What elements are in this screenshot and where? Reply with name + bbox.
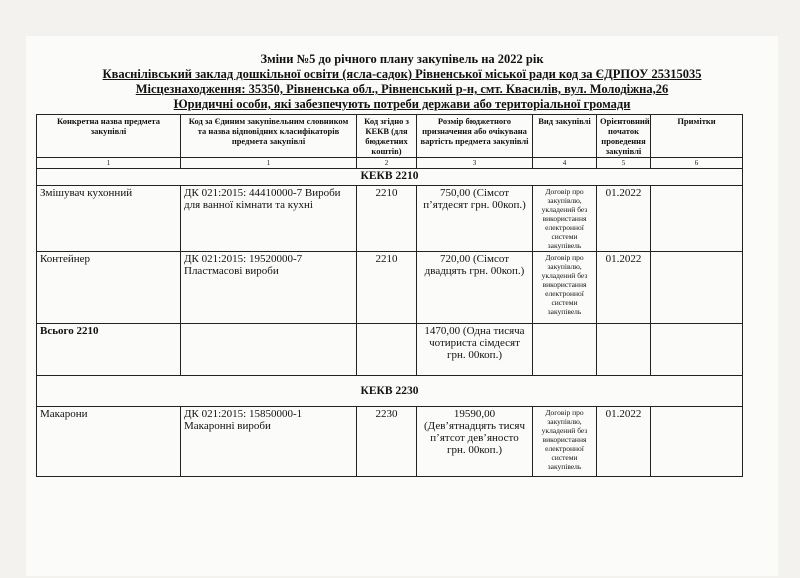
column-number: 1 — [181, 158, 357, 169]
total-label: Всього 2210 — [37, 324, 181, 376]
empty-cell — [597, 324, 651, 376]
legal-entities-line: Юридичні особи, які забезпечують потреби держави або територіальної громади — [173, 97, 631, 111]
table-row — [37, 252, 743, 324]
col-header-code: Код за Єдиним закупівельним словником та назва відповідних класифікаторів предмета закупівлі — [181, 115, 357, 158]
item-code: ДК 021:2015: 19520000-7 Пластмасові вироби — [181, 252, 357, 324]
procurement-table — [36, 114, 743, 477]
column-number: 3 — [417, 158, 533, 169]
kekv-2230-heading: КЕКВ 2230 — [37, 376, 743, 407]
col-header-name: Конкретна назва предмета закупівлі — [37, 115, 181, 158]
item-name: Змішувач кухонний — [37, 186, 181, 252]
item-kekv: 2230 — [357, 407, 417, 477]
column-number: 5 — [597, 158, 651, 169]
column-number: 1 — [37, 158, 181, 169]
column-number: 4 — [533, 158, 597, 169]
empty-cell — [651, 324, 743, 376]
item-kekv: 2210 — [357, 252, 417, 324]
item-procurement-type: Договір про закупівлю, укладений без використання електронної системи закупівель — [533, 186, 597, 252]
item-notes — [651, 186, 743, 252]
item-code: ДК 021:2015: 15850000-1 Макаронні вироби — [181, 407, 357, 477]
item-notes — [651, 252, 743, 324]
table-header-row — [37, 115, 743, 158]
column-number-row — [37, 158, 743, 169]
item-amount: 750,00 (Сімсот п’ятдесят грн. 00коп.) — [417, 186, 533, 252]
table-row — [37, 186, 743, 252]
col-header-start: Орієнтовний початок проведення закупівлі — [597, 115, 651, 158]
address-line: Місцезнаходження: 35350, Рівненська обл., Рівненський р-н, смт. Квасилів, вул. Молодіжна,26 — [135, 82, 669, 96]
item-name: Контейнер — [37, 252, 181, 324]
total-amount: 1470,00 (Одна тисяча чотириста сімдесят грн. 00коп.) — [417, 324, 533, 376]
item-amount: 720,00 (Сімсот двадцять грн. 00коп.) — [417, 252, 533, 324]
item-kekv: 2210 — [357, 186, 417, 252]
empty-cell — [181, 324, 357, 376]
item-procurement-type: Договір про закупівлю, укладений без використання електронної системи закупівель — [533, 407, 597, 477]
col-header-kekv: Код згідно з КЕКВ (для бюджетних коштів) — [357, 115, 417, 158]
item-start-date: 01.2022 — [597, 407, 651, 477]
item-code: ДК 021:2015: 44410000-7 Вироби для ванної кімнати та кухні — [181, 186, 357, 252]
institution-line: Кваснілівський заклад дошкільної освіти (ясла-садок) Рівненської міської ради код за ЄДРПОУ 25315035 — [102, 67, 702, 81]
column-number: 6 — [651, 158, 743, 169]
item-name: Макарони — [37, 407, 181, 477]
item-start-date: 01.2022 — [597, 252, 651, 324]
item-start-date: 01.2022 — [597, 186, 651, 252]
item-procurement-type: Договір про закупівлю, укладений без використання електронної системи закупівель — [533, 252, 597, 324]
total-row — [37, 324, 743, 376]
item-notes — [651, 407, 743, 477]
empty-cell — [357, 324, 417, 376]
item-amount: 19590,00 (Дев’ятнадцять тисяч п’ятсот дев’яносто грн. 00коп.) — [417, 407, 533, 477]
kekv-2210-heading: КЕКВ 2210 — [37, 169, 743, 186]
col-header-amount: Розмір бюджетного призначення або очікувана вартість предмета закупівлі — [417, 115, 533, 158]
col-header-notes: Примітки — [651, 115, 743, 158]
empty-cell — [533, 324, 597, 376]
doc-title: Зміни №5 до річного плану закупівель на 2022 рік — [260, 52, 544, 66]
column-number: 2 — [357, 158, 417, 169]
kekv-section-row — [37, 376, 743, 407]
kekv-section-row — [37, 169, 743, 186]
col-header-type: Вид закупівлі — [533, 115, 597, 158]
document-page — [26, 36, 778, 576]
table-row — [37, 407, 743, 477]
